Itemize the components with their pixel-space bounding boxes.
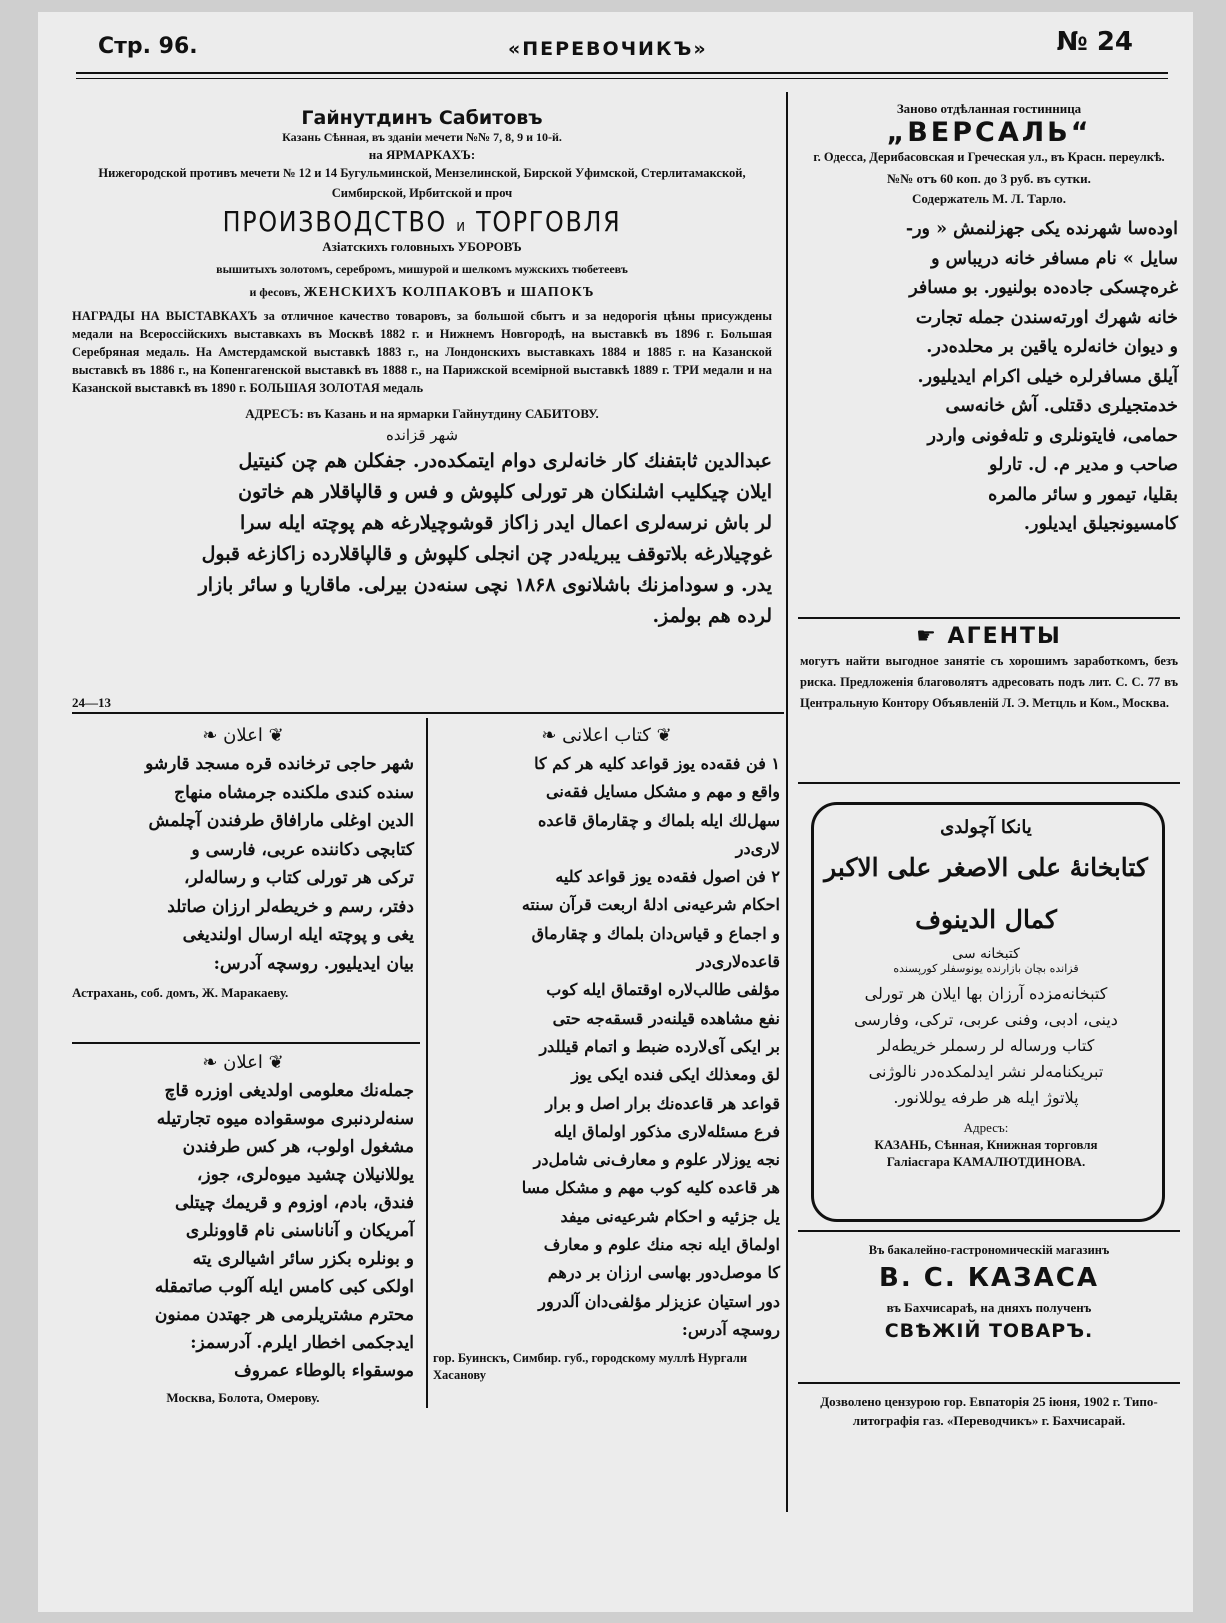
sabitov-ar-line: لر باش نرسه‌لری اعمال ایدر زاکاز قوشوچیلارغه هم پوچته ایله سرا: [240, 512, 772, 534]
kitab-text: [433, 750, 780, 1344]
headline-trade: ТОРГОВЛЯ: [476, 205, 622, 238]
sabitov-ar-line: عبدالدین ثابتفنك كار خانه‌لری دوام ایتمکده‌در. جفکلن هم چن کنیتیل: [238, 450, 772, 472]
elan2-line: یوللانیلان چشید میوه‌لری، جوز،: [196, 1165, 414, 1185]
elan1-line: ترکی هر تورلی کتاب و رساله‌لر،: [184, 868, 414, 888]
kitab-line: قاعده‌لاری‌در: [696, 952, 780, 972]
elan1-line: سنده کندی ملکنده جرمشاه منهاج: [174, 782, 414, 803]
versal-arabic-text: [800, 215, 1178, 540]
kitab-line: روسچه آدرس:: [681, 1319, 780, 1339]
agents-title-row: [800, 624, 1178, 649]
agents-advert: [800, 624, 1178, 714]
elan2-line: سنه‌لردنبری موسقواده میوه تجارتیله: [156, 1109, 414, 1129]
header-rule: [76, 72, 1168, 74]
kitab-line: احکام شرعیه‌نی ادلهٔ اربعت قرآن سنته: [521, 895, 780, 915]
kitab-line: قواعد هر قاعده‌نك برار اصل و برار: [545, 1093, 780, 1113]
bookshop-top: یانکا آچولدی: [940, 817, 1032, 838]
sabitov-headline: [125, 205, 720, 238]
newspaper-page: [38, 12, 1193, 1612]
kitab-line: نجه یوزلار علوم و معارف‌نی شامل‌در: [533, 1150, 780, 1170]
kitab-line: کا موصل‌دور بهاسی ارزان بر درهم: [547, 1263, 780, 1283]
sabitov-sub2: вышитыхъ золотомъ, серебромъ, мишурой и шелкомъ мужскихъ тюбетеевъ: [216, 262, 628, 276]
sabitov-sub1: Азіатскихъ головныхъ УБОРОВЪ: [322, 239, 522, 254]
kitab-line: نفع مشاهده قیلنه‌در قسقه‌جه حتی: [552, 1008, 780, 1028]
agents-title: АГЕНТЫ: [947, 624, 1062, 649]
kitab-line: لق ومعذلك ایکی فنده ایکی یوز: [571, 1065, 780, 1085]
sabitov-ar-line: ایلان چیکلیب اشلنکان هر تورلی کلپوش و فس و قالپاقلار هم خاتون: [238, 481, 772, 503]
elan2-line: مشغول اولوب، هر کس طرفندن: [182, 1137, 414, 1157]
bookshop-text: [823, 981, 1149, 1111]
elan2-line: جمله‌نك معلومی اولدیغی اوزره قاچ: [164, 1081, 414, 1101]
kitab-line: مؤلفی طالب‌لاره اوقتماق ایله کوب: [546, 980, 780, 1000]
kazasa-place: въ Бахчисараѣ, на дняхъ полученъ: [886, 1300, 1092, 1315]
newspaper-title: «ПЕРЕВОЧИКЪ»: [508, 38, 708, 60]
versal-ar-line: غره‌چسکی جاده‌ده بولنیور. بو مسافر: [909, 278, 1178, 298]
sabitov-ar-line: لرده هم بولمز.: [652, 605, 772, 627]
bookshop-line: پلاتوژ ایله هر طرفه یوللانور.: [893, 1088, 1079, 1107]
sabitov-name: Гайнутдинъ Сабитовъ: [301, 107, 543, 129]
versal-ar-line: کامسیونجیلق ایدیلور.: [1023, 514, 1178, 534]
kazasa-goods: СВѢЖІЙ ТОВАРЪ.: [884, 1320, 1094, 1342]
sabitov-arabic-text: [72, 446, 772, 632]
bookshop-addr-label: Адресъ:: [963, 1120, 1009, 1135]
sub3-hats: ЖЕНСКИХЪ КОЛПАКОВЪ и ШАПОКЪ: [303, 285, 595, 300]
kitab-line: اولماق ایله نجه منك علوم و معارف: [543, 1235, 780, 1255]
bookshop-advert: [823, 817, 1149, 1170]
versal-owner: Содержатель М. Л. Тарло.: [911, 191, 1066, 206]
kitab-line: و اجماع و قیاس‌دان بلماك و چقارماق: [531, 923, 780, 943]
bookshop-line: کتبخانه‌مزده آرزان بها ایلان هر تورلی: [864, 984, 1108, 1003]
sabitov-sub3: [72, 283, 772, 301]
elan-moscow: [72, 1052, 414, 1406]
kitab-line: ۱ فن فقه‌ده یوز قواعد کلیه هر کم کا: [534, 754, 780, 773]
kitab-line: دور استیان عزیزلر مؤلفی‌دان آلدرور: [538, 1291, 780, 1311]
versal-intro: Заново отдѣланная гостинница: [896, 101, 1082, 116]
versal-rule: [798, 617, 1180, 619]
page-number: Стр. 96.: [98, 34, 198, 59]
bookshop-line: تبریکنامه‌لر نشر ایدلمکده‌در نالوژنی: [868, 1062, 1104, 1081]
versal-ar-line: و دیوان خانه‌لره یاقین بر محلده‌در.: [926, 337, 1178, 357]
pointing-hand-icon: ☛: [916, 624, 938, 649]
elan2-text: [72, 1077, 414, 1385]
elan1-text: [72, 750, 414, 978]
ornament-right-icon: ❧: [202, 725, 218, 746]
kitab-line: ۲ فن اصول فقه‌ده یوز قواعد کلیه: [555, 867, 780, 887]
elan2-line: آمریکان و آناناسنی نام قاوونلری: [185, 1221, 414, 1241]
sabitov-ar-line: یدر. و سودامزنك باشلانوی ۱۸۶۸ نچی سنه‌دن بیرلی. ماقاریا و سائر بازار: [198, 574, 772, 596]
elan2-line: محترم مشتریلرمی هر جهتدن ممنون: [154, 1305, 414, 1325]
sabitov-address: Казань Сѣнная, въ зданіи мечети №№ 7, 8, 9 и 10-й.: [282, 130, 562, 144]
kitab-address: гор. Буинскъ, Симбир. губ., городскому муллѣ Нургали Хасанову: [433, 1351, 748, 1383]
issue-number: № 24: [1056, 27, 1133, 57]
sabitov-awards: НАГРАДЫ НА ВЫСТАВКАХЪ за отличное качество товаровъ, за большой сбытъ и за недорогія цѣны присуждены медали на Всероссійскихъ выставкахъ въ Москвѣ 1882 г. и Нижнемъ Новгородѣ, на выставкѣ въ 1896 г. Большая Серебряная медаль. На Амстердамской выставкѣ 1883 г., на Лондонскихъ выставкахъ 1884 и 1885 г. на Казанской выставкѣ въ 1886 г., на Копенгагенской выставкѣ въ 1888 г., на Парижской всемірной выставкѣ 1889 г. ТРИ медали и на Казанской выставкѣ въ 1890 г. БОЛЬШАЯ ЗОЛОТАЯ медаль: [72, 309, 772, 395]
elan2-line: و بونلره بکزر سائر اشیالری یته: [192, 1249, 414, 1269]
header-rule-thin: [76, 78, 1168, 79]
kitab-line: لاری‌در: [735, 838, 780, 858]
kazasa-intro: Въ бакалейно-гастрономическій магазинъ: [868, 1243, 1110, 1257]
elan1-title: اعلان: [223, 725, 263, 746]
elan2-line: موسقواء بالوطاء عمروف: [234, 1361, 414, 1381]
kitab-title: کتاب اعلانی: [562, 725, 651, 746]
kitab-line: فرع مسئله‌لاری مذکور اولماق ایله: [553, 1121, 780, 1141]
elan1-line: یغی و پوچته ایله ارسال اولندیغی: [182, 925, 414, 945]
elan1-heading: [72, 725, 414, 746]
kitab-line: بر ایکی آی‌لارده ضبط و اتمام قیللدر: [539, 1036, 780, 1056]
censorship-note: Дозволено цензурою гор. Евпаторія 25 іюня, 1902 г. Типо-литографія газ. «Переводчикъ» г. Бахчисарай.: [820, 1394, 1158, 1428]
kitab-heading: [433, 725, 780, 746]
elan2-heading: [72, 1052, 414, 1073]
versal-ar-line: خدمتجیلری دقتلی. آش خانه‌سی: [945, 396, 1178, 416]
headline-and: и: [456, 216, 467, 235]
versal-prices: №№ отъ 60 коп. до 3 руб. въ сутки.: [887, 171, 1091, 186]
bookshop-line: دینی، ادبی، وفنی عربی، ترکی، وفارسی: [854, 1010, 1118, 1029]
kitab-line: هر قاعده کلیه کوب مهم و مشکل مسا: [521, 1178, 780, 1198]
elan2-line: اولکی کبی کامس ایله آلوب صاتمقله: [154, 1277, 414, 1297]
versal-ar-line: آیلق مسافرلره خیلی اکرام ایدیلیور.: [917, 366, 1178, 387]
sabitov-ref: 24—13: [72, 695, 111, 710]
agents-rule: [798, 782, 1180, 784]
kitab-line: سهل‌لك ایله بلماك و چقارماق قاعده: [538, 810, 780, 830]
elan1-rule: [72, 1042, 420, 1044]
kazasa-rule: [798, 1382, 1180, 1384]
kitab-line: یل جزئیه و احکام شرعیه‌نی میفد: [560, 1206, 780, 1226]
sabitov-ar-title: شهر قزانده: [385, 426, 459, 444]
versal-advert: [800, 100, 1178, 540]
elan2-title: اعلان: [223, 1052, 263, 1073]
ornament-left-icon: ❦: [268, 725, 284, 746]
lower-divider: [426, 718, 428, 1408]
elan1-address: Астрахань, соб. домъ, Ж. Маракаеву.: [72, 985, 289, 1000]
sabitov-advert: [72, 107, 772, 710]
versal-address: г. Одесса, Дерибасовская и Греческая ул., въ Красн. переулкѣ.: [813, 150, 1165, 164]
elan1-line: کتابچی دکاننده عربی، فارسی و: [191, 839, 414, 860]
sabitov-ar-line: غوچیلارغه بلاتوقف یبریله‌در چن انجلی کلپوش و قالپاقلارده زاکازغه قبول: [201, 543, 772, 565]
page-header: [38, 12, 1193, 70]
sub3-fez: и фесовъ,: [249, 285, 301, 299]
elan-astrakhan: [72, 725, 414, 1001]
sabitov-fairs: Нижегородской противъ мечети № 12 и 14 Бугульминской, Мензелинской, Бирской Уфимской, Стерлитамакской, Симбирской, Ирбитской и проч: [98, 166, 746, 200]
versal-ar-line: صاحب و مدیر م. ل. تارلو: [989, 455, 1178, 475]
elan2-line: فندق، بادم، اوزوم و قریمك چیتلی: [175, 1193, 414, 1213]
versal-name: „ВЕРСАЛЬ“: [886, 117, 1092, 148]
ornament-right-icon: ❧: [541, 725, 557, 746]
bookshop-calligraphy: کتابخانۀ علی الاصغر علی الاکبر کمال الدینوف: [824, 853, 1148, 934]
bookshop-addr1: КАЗАНЬ, Сѣнная, Книжная торговля: [874, 1137, 1098, 1152]
headline-production: ПРОИЗВОДСТВО: [222, 205, 447, 238]
kazasa-name: В. С. КАЗАСА: [879, 1263, 1099, 1293]
ornament-right-icon: ❧: [202, 1052, 218, 1073]
ornament-left-icon: ❦: [656, 725, 672, 746]
versal-ar-line: اوده‌سا شهرنده یکی جهزلنمش « ور-: [905, 219, 1178, 239]
versal-ar-line: خانه شهرك اورته‌سندن جمله تجارت: [915, 307, 1178, 328]
column-divider: [786, 92, 788, 1512]
sabitov-bottom-rule: [72, 712, 784, 714]
sabitov-fairs-label: на ЯРМАРКАХЪ:: [368, 147, 476, 162]
bookshop-addr2: Галіасгара КАМАЛЮТДИНОВА.: [886, 1154, 1086, 1169]
elan1-line: الدین اوغلی مارافاق طرفندن آچلمش: [148, 811, 414, 831]
bookshop-line: کتاب ورساله لر رسملر خریطه‌لر: [877, 1036, 1095, 1055]
versal-ar-line: حمامی، فایتونلری و تله‌فونی واردر: [927, 425, 1178, 446]
elan1-line: بیان ایدیلیور. روسچه آدرس:: [213, 953, 414, 974]
versal-ar-line: سایل » نام مسافر خانه دریباس و: [931, 248, 1178, 269]
kazasa-advert: [800, 1242, 1178, 1342]
agents-text: могутъ найти выгодное занятіе съ хорошимъ заработкомъ, безъ риска. Предложенія благоволятъ адресовать подъ лит. С. С. 77 въ Центральную Контору Объявленій Л. Э. Метцль и Ком., Москва.: [800, 654, 1178, 710]
bookshop-small: قزانده بچان بازارنده یونوسفلر کورپسنده: [893, 962, 1079, 975]
bookshop-rule: [798, 1230, 1180, 1232]
elan1-line: شهر حاجی ترخانده قره مسجد قارشو: [145, 754, 414, 774]
kitab-line: واقع و مهم و مشکل مسایل فقه‌نی: [546, 782, 780, 802]
elan1-line: دفتر، رسم و خریطه‌لر ارزان صاتلد: [167, 896, 414, 917]
bookshop-sub: کتبخانه سی: [952, 946, 1020, 962]
book-advert: [433, 725, 780, 1384]
ornament-left-icon: ❦: [268, 1052, 284, 1073]
elan2-line: ایدجکمی اخطار ایلرم. آدرسمز:: [190, 1333, 414, 1353]
sabitov-address2: АДРЕСЪ: въ Казань и на ярмарки Гайнутдину САБИТОВУ.: [245, 406, 599, 421]
elan2-address: Москва, Болота, Омерову.: [166, 1390, 320, 1405]
versal-ar-line: بقلیا، تیمور و سائر مالمره: [988, 484, 1178, 505]
